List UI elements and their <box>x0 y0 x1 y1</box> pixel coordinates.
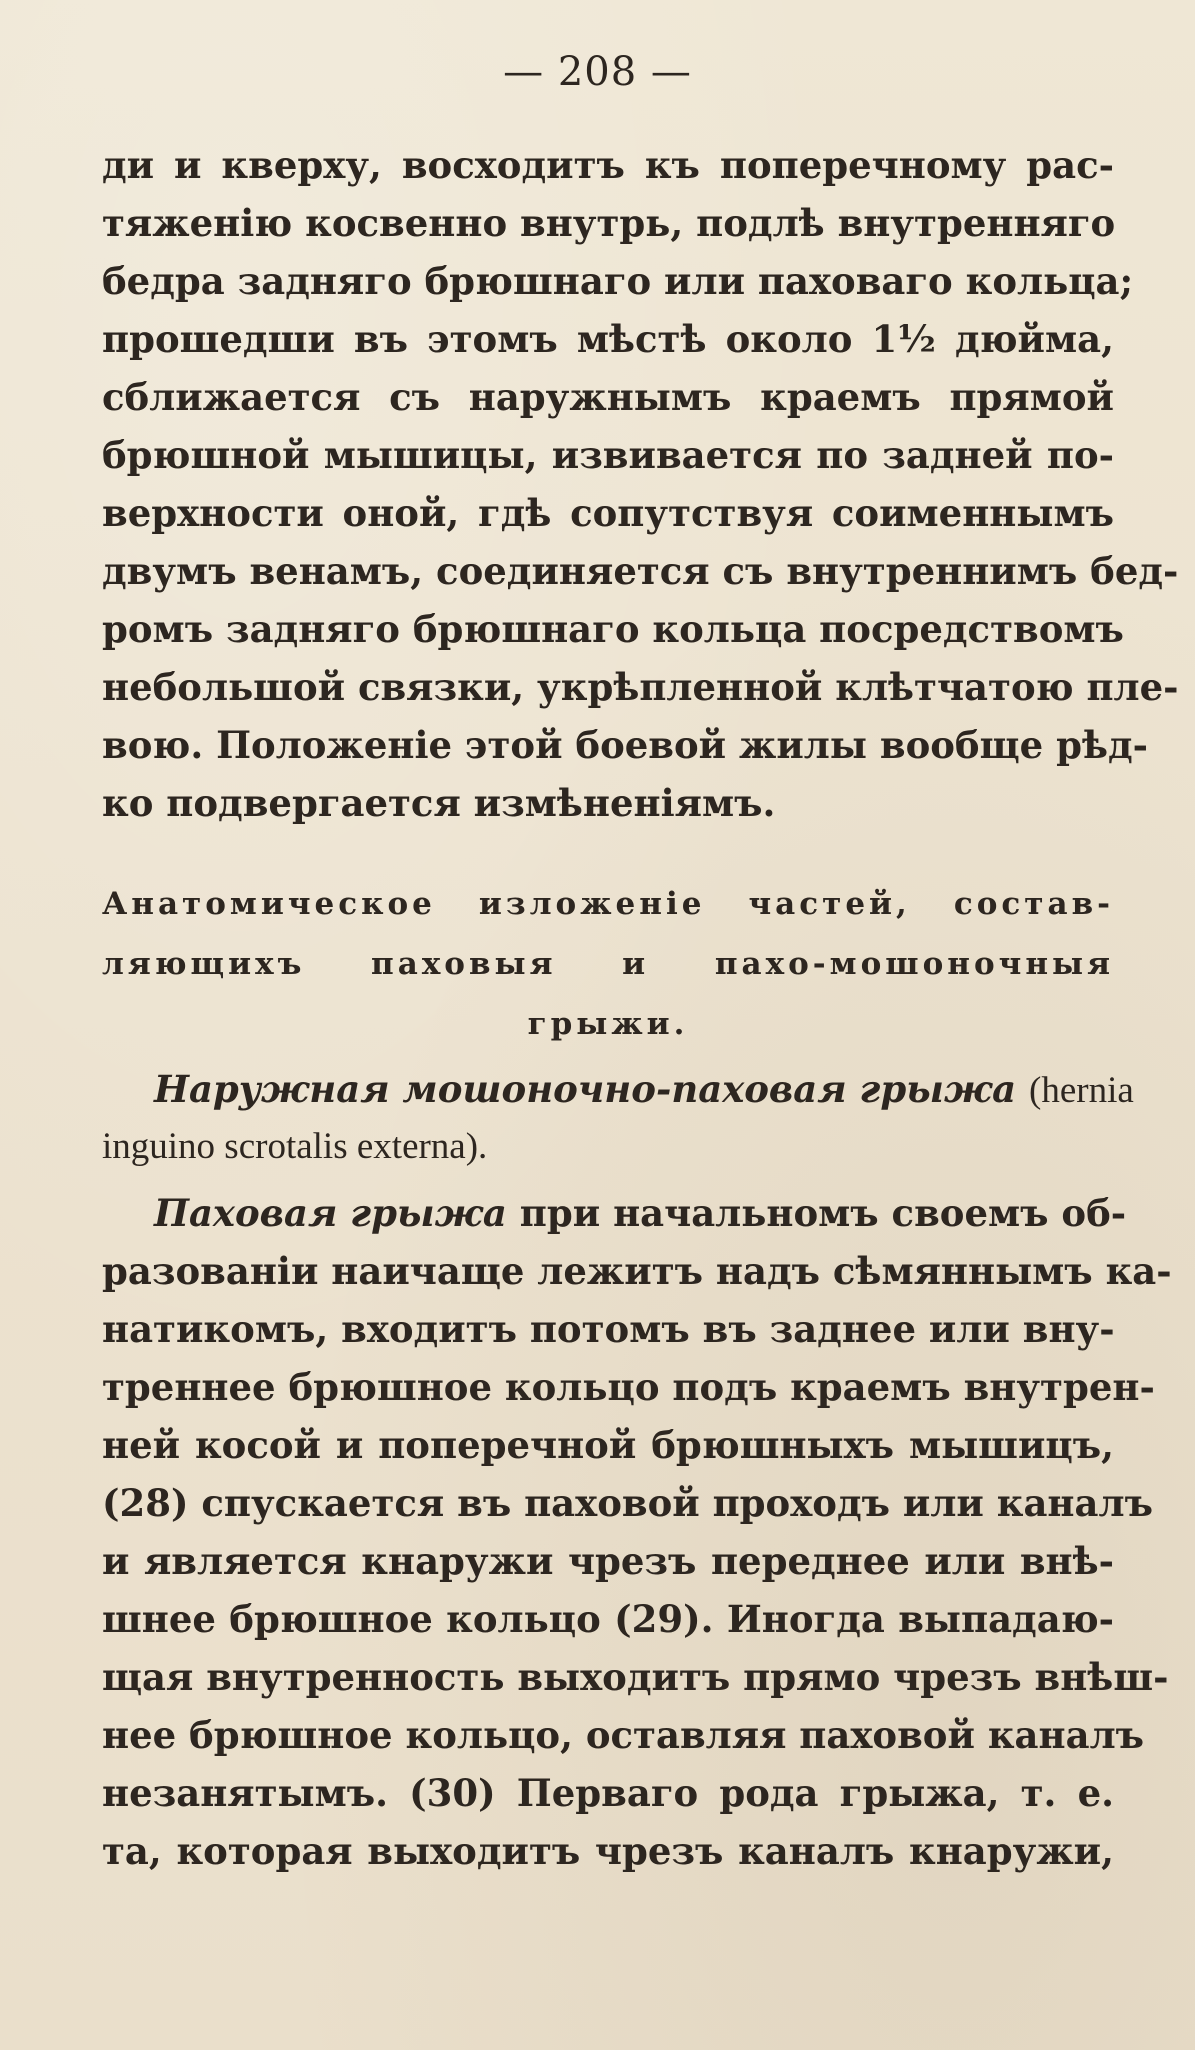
text-line: натикомъ, входитъ потомъ въ заднее или вну- <box>102 1307 1115 1351</box>
text-line <box>102 1184 1127 1242</box>
italic-term: Наружная мошоночно-паховая грыжа <box>154 1067 1017 1111</box>
text-line: бедра задняго брюшнаго или паховаго кольца; <box>102 259 1134 303</box>
text-line: щая внутренность выходитъ прямо чрезъ внѣш- <box>102 1655 1169 1699</box>
page-number: — 208 — <box>503 49 692 95</box>
paragraph-external-hernia <box>102 1060 1134 1176</box>
text-line: ко подвергается измѣненіямъ. <box>102 781 776 825</box>
heading-line: грыжи. <box>527 1006 689 1042</box>
text-line: небольшой связки, укрѣпленной клѣтчатою пле- <box>102 665 1179 709</box>
text-line: вою. Положеніе этой боевой жилы вообще рѣд- <box>102 723 1148 767</box>
section-heading <box>102 874 1114 1054</box>
text-line: ней косой и поперечной брюшныхъ мышицъ, <box>102 1423 1114 1467</box>
text-line: та, которая выходитъ чрезъ каналъ кнаружи, <box>102 1829 1114 1873</box>
paragraph-inguinal-hernia <box>102 1184 1172 1880</box>
text-line: треннее брюшное кольцо подъ краемъ внутрен- <box>102 1365 1155 1409</box>
text-line: разованіи наичаще лежитъ надъ сѣмяннымъ ка- <box>102 1249 1172 1293</box>
text-line: (28) спускается въ паховой проходъ или каналъ <box>102 1481 1153 1525</box>
text-line <box>102 1060 1134 1118</box>
text-line: ромъ задняго брюшнаго кольца посредствомъ <box>102 607 1124 651</box>
text-line: прошедши въ этомъ мѣстѣ около 1½ дюйма, <box>102 317 1114 361</box>
text-line: нее брюшное кольцо, оставляя паховой каналъ <box>102 1713 1145 1757</box>
italic-term: Паховая грыжа <box>154 1191 507 1235</box>
heading-line: ляющихъ паховыя и пахо-мошоночныя <box>102 946 1114 982</box>
text-line: inguino scrotalis externa). <box>102 1126 488 1167</box>
text-line: ди и кверху, восходитъ къ поперечному рас- <box>102 143 1114 187</box>
heading-line: Анатомическое изложеніе частей, состав- <box>102 886 1114 922</box>
text-block-artery <box>102 136 1179 832</box>
latin-term: (hernia <box>1029 1070 1134 1111</box>
text-line: шнее брюшное кольцо (29). Иногда выпадаю- <box>102 1597 1114 1641</box>
text-line: тяженію косвенно внутрь, подлѣ внутренняго <box>102 201 1116 245</box>
text-line: верхности оной, гдѣ сопутствуя соименнымъ <box>102 491 1114 535</box>
text-line: незанятымъ. (30) Перваго рода грыжа, т. е. <box>102 1771 1114 1815</box>
text-line: брюшной мышицы, извивается по задней по- <box>102 433 1114 477</box>
text-line: сближается съ наружнымъ краемъ прямой <box>102 375 1114 419</box>
text-line: и является кнаружи чрезъ переднее или внѣ- <box>102 1539 1114 1583</box>
text-line: двумъ венамъ, соединяется съ внутреннимъ бед- <box>102 549 1179 593</box>
text-run: при начальномъ своемъ об- <box>519 1191 1127 1235</box>
